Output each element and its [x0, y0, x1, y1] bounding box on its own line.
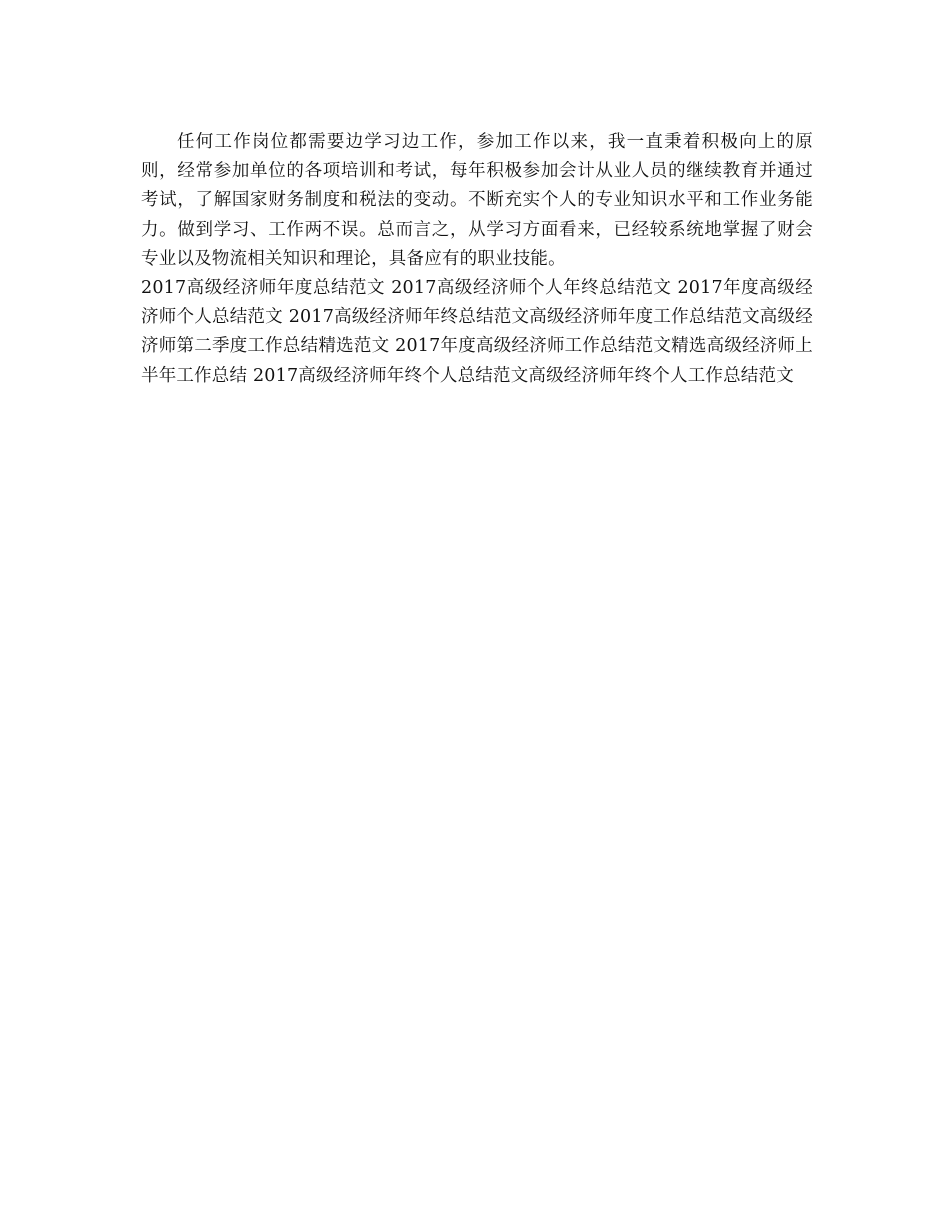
related-articles-list: 2017高级经济师年度总结范文 2017高级经济师个人年终总结范文 2017年度高级经济师个人总结范文 2017高级经济师年终总结范文高级经济师年度工作总结范文高级经济师第二季度工作总结精选范文 2017年度高级经济师工作总结范文精选高级经济师上半年工作总结 2017高级经济师年终个人总结范文高级经济师年终个人工作总结范文	[141, 278, 813, 386]
document-content	[141, 128, 813, 391]
body-paragraph: 任何工作岗位都需要边学习边工作，参加工作以来，我一直秉着积极向上的原则，经常参加单位的各项培训和考试，每年积极参加会计从业人员的继续教育并通过考试，了解国家财务制度和税法的变动。不断充实个人的专业知识水平和工作业务能力。做到学习、工作两不误。总而言之，从学习方面看来，已经较系统地掌握了财会专业以及物流相关知识和理论，具备应有的职业技能。	[141, 132, 813, 269]
